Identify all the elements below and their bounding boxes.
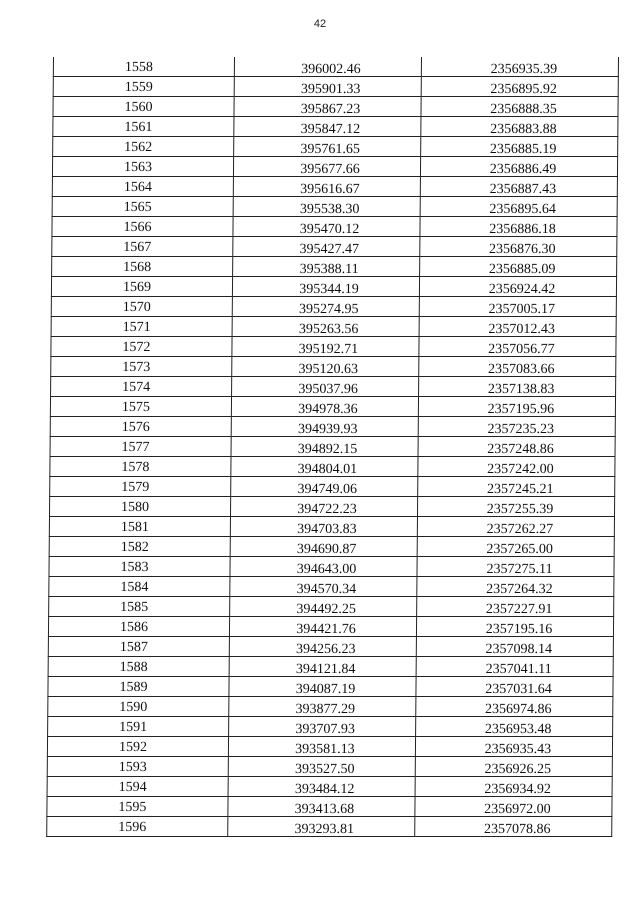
x-coordinate-value: 395847.12 bbox=[300, 122, 361, 137]
point-number-value: 1592 bbox=[118, 740, 148, 755]
y-coordinate-value: 2356883.88 bbox=[490, 122, 557, 137]
x-coordinate-value: 394087.19 bbox=[295, 682, 356, 697]
y-coordinate-cell bbox=[421, 97, 618, 117]
y-coordinate-value: 2357138.83 bbox=[487, 382, 555, 397]
point-number-value: 1582 bbox=[120, 540, 149, 555]
x-coordinate-value: 394256.23 bbox=[296, 642, 356, 657]
x-coordinate-value: 394421.76 bbox=[296, 622, 356, 637]
y-coordinate-value: 2357262.27 bbox=[486, 522, 554, 537]
x-coordinate-value: 394892.15 bbox=[297, 442, 358, 457]
point-number-cell bbox=[52, 217, 233, 237]
x-coordinate-value: 396002.46 bbox=[301, 62, 361, 77]
y-coordinate-cell bbox=[420, 157, 617, 177]
y-coordinate-value: 2357083.66 bbox=[487, 362, 555, 377]
point-number-value: 1591 bbox=[119, 720, 148, 735]
point-number-value: 1577 bbox=[121, 440, 150, 455]
x-coordinate-value: 395427.47 bbox=[299, 242, 360, 257]
y-coordinate-cell bbox=[419, 277, 616, 297]
x-coordinate-cell bbox=[232, 337, 419, 357]
x-coordinate-value: 395274.95 bbox=[298, 302, 359, 317]
y-coordinate-value: 2357098.14 bbox=[485, 642, 553, 657]
y-coordinate-value: 2356895.92 bbox=[490, 82, 558, 97]
y-coordinate-value: 2356934.92 bbox=[484, 782, 551, 797]
table-row bbox=[52, 157, 617, 177]
x-coordinate-cell bbox=[230, 497, 417, 517]
y-coordinate-cell bbox=[419, 357, 616, 377]
y-coordinate-cell bbox=[417, 577, 614, 597]
x-coordinate-cell bbox=[231, 397, 418, 417]
y-coordinate-cell bbox=[415, 757, 612, 777]
table-row bbox=[47, 777, 612, 797]
y-coordinate-cell bbox=[419, 377, 616, 397]
table-row bbox=[52, 257, 617, 277]
table-row bbox=[48, 677, 613, 697]
table-row bbox=[50, 477, 615, 497]
y-coordinate-cell bbox=[420, 237, 617, 257]
table-row bbox=[51, 357, 616, 377]
point-number-cell bbox=[53, 57, 234, 77]
x-coordinate-value: 395761.65 bbox=[300, 142, 361, 157]
x-coordinate-value: 394570.34 bbox=[296, 582, 357, 597]
y-coordinate-cell bbox=[420, 177, 617, 197]
point-number-value: 1573 bbox=[122, 360, 151, 375]
x-coordinate-value: 395344.19 bbox=[299, 282, 359, 297]
x-coordinate-cell bbox=[234, 97, 421, 117]
table-row bbox=[50, 417, 615, 437]
point-number-value: 1578 bbox=[121, 460, 150, 475]
y-coordinate-cell bbox=[419, 317, 616, 337]
y-coordinate-cell bbox=[421, 57, 618, 77]
y-coordinate-value: 2356885.19 bbox=[489, 142, 557, 157]
x-coordinate-cell bbox=[228, 757, 415, 777]
table-row bbox=[48, 617, 613, 637]
x-coordinate-cell bbox=[232, 277, 419, 297]
point-number-value: 1579 bbox=[121, 480, 150, 495]
point-number-value: 1571 bbox=[122, 320, 151, 335]
y-coordinate-cell bbox=[416, 617, 613, 637]
x-coordinate-value: 394749.06 bbox=[297, 482, 358, 497]
x-coordinate-value: 394121.84 bbox=[295, 662, 356, 677]
y-coordinate-value: 2357245.21 bbox=[486, 482, 554, 497]
y-coordinate-cell bbox=[421, 117, 618, 137]
x-coordinate-value: 394492.25 bbox=[296, 602, 356, 617]
table-row bbox=[49, 557, 614, 577]
x-coordinate-value: 395388.11 bbox=[299, 262, 359, 277]
y-coordinate-value: 2357235.23 bbox=[487, 422, 555, 437]
x-coordinate-value: 394939.93 bbox=[297, 422, 358, 437]
x-coordinate-value: 395901.33 bbox=[300, 82, 361, 97]
table-row bbox=[53, 117, 618, 137]
y-coordinate-cell bbox=[420, 217, 617, 237]
point-number-value: 1585 bbox=[120, 600, 149, 615]
x-coordinate-value: 394804.01 bbox=[297, 462, 358, 477]
y-coordinate-cell bbox=[418, 437, 615, 457]
table-row bbox=[48, 657, 613, 677]
point-number-cell bbox=[49, 537, 230, 557]
point-number-value: 1560 bbox=[124, 100, 153, 115]
x-coordinate-cell bbox=[231, 437, 418, 457]
point-number-value: 1588 bbox=[119, 660, 148, 675]
point-number-value: 1564 bbox=[123, 180, 152, 195]
x-coordinate-cell bbox=[233, 197, 420, 217]
y-coordinate-value: 2357005.17 bbox=[488, 302, 556, 317]
x-coordinate-value: 393484.12 bbox=[294, 782, 355, 797]
y-coordinate-value: 2356935.39 bbox=[490, 62, 558, 77]
point-number-cell bbox=[53, 77, 234, 97]
point-number-value: 1587 bbox=[119, 640, 148, 655]
point-number-cell bbox=[51, 377, 232, 397]
y-coordinate-value: 2357264.32 bbox=[486, 582, 553, 597]
x-coordinate-cell bbox=[230, 577, 417, 597]
point-number-value: 1590 bbox=[119, 700, 148, 715]
table-row bbox=[47, 797, 612, 817]
point-number-cell bbox=[47, 817, 228, 837]
y-coordinate-value: 2357255.39 bbox=[486, 502, 554, 517]
y-coordinate-value: 2356876.30 bbox=[489, 242, 556, 257]
x-coordinate-cell bbox=[233, 257, 420, 277]
coordinates-table bbox=[46, 57, 619, 837]
table-row bbox=[53, 97, 618, 117]
x-coordinate-cell bbox=[228, 817, 415, 837]
y-coordinate-cell bbox=[418, 457, 615, 477]
x-coordinate-value: 395867.23 bbox=[300, 102, 361, 117]
table-row bbox=[47, 817, 612, 837]
x-coordinate-cell bbox=[234, 57, 421, 77]
y-coordinate-cell bbox=[417, 497, 614, 517]
x-coordinate-cell bbox=[230, 537, 417, 557]
x-coordinate-cell bbox=[230, 597, 417, 617]
point-number-cell bbox=[53, 137, 234, 157]
point-number-cell bbox=[47, 777, 228, 797]
x-coordinate-cell bbox=[232, 357, 419, 377]
x-coordinate-value: 394722.23 bbox=[297, 502, 357, 517]
x-coordinate-cell bbox=[228, 797, 415, 817]
point-number-value: 1562 bbox=[124, 140, 153, 155]
x-coordinate-cell bbox=[229, 657, 416, 677]
point-number-cell bbox=[50, 477, 231, 497]
x-coordinate-cell bbox=[232, 297, 419, 317]
x-coordinate-value: 393293.81 bbox=[294, 822, 355, 837]
point-number-cell bbox=[49, 497, 230, 517]
point-number-cell bbox=[51, 297, 232, 317]
page-number: 42 bbox=[313, 18, 327, 30]
table-row bbox=[49, 577, 614, 597]
point-number-cell bbox=[51, 277, 232, 297]
point-number-cell bbox=[49, 557, 230, 577]
point-number-cell bbox=[53, 117, 234, 137]
x-coordinate-value: 393877.29 bbox=[295, 702, 356, 717]
point-number-cell bbox=[53, 97, 234, 117]
x-coordinate-cell bbox=[231, 477, 418, 497]
y-coordinate-cell bbox=[417, 597, 614, 617]
table-row bbox=[51, 317, 616, 337]
table-row bbox=[52, 217, 617, 237]
table-row bbox=[53, 77, 618, 97]
table-row bbox=[49, 597, 614, 617]
table-row bbox=[50, 437, 615, 457]
point-number-value: 1566 bbox=[123, 220, 152, 235]
point-number-value: 1580 bbox=[121, 500, 150, 515]
point-number-value: 1572 bbox=[122, 340, 151, 355]
x-coordinate-cell bbox=[231, 457, 418, 477]
x-coordinate-cell bbox=[229, 677, 416, 697]
x-coordinate-cell bbox=[234, 77, 421, 97]
y-coordinate-cell bbox=[418, 397, 615, 417]
y-coordinate-value: 2356888.35 bbox=[490, 102, 557, 117]
point-number-value: 1584 bbox=[120, 580, 149, 595]
point-number-value: 1576 bbox=[121, 420, 150, 435]
table-row bbox=[50, 397, 615, 417]
y-coordinate-value: 2356886.18 bbox=[489, 222, 556, 237]
table-row bbox=[51, 297, 616, 317]
y-coordinate-value: 2357078.86 bbox=[483, 822, 551, 837]
point-number-cell bbox=[48, 617, 229, 637]
y-coordinate-value: 2356924.42 bbox=[488, 282, 556, 297]
point-number-cell bbox=[48, 697, 229, 717]
table-row bbox=[47, 737, 612, 757]
table-row bbox=[49, 537, 614, 557]
x-coordinate-cell bbox=[228, 737, 415, 757]
x-coordinate-cell bbox=[234, 117, 421, 137]
point-number-value: 1596 bbox=[118, 820, 147, 835]
y-coordinate-value: 2357041.11 bbox=[485, 662, 552, 677]
table-row bbox=[48, 717, 613, 737]
y-coordinate-cell bbox=[419, 297, 616, 317]
x-coordinate-value: 395616.67 bbox=[300, 182, 360, 197]
table-row bbox=[53, 137, 618, 157]
x-coordinate-cell bbox=[229, 617, 416, 637]
x-coordinate-value: 394703.83 bbox=[297, 522, 357, 537]
x-coordinate-cell bbox=[231, 417, 418, 437]
point-number-cell bbox=[51, 357, 232, 377]
point-number-cell bbox=[47, 797, 228, 817]
x-coordinate-cell bbox=[234, 137, 421, 157]
x-coordinate-value: 394690.87 bbox=[296, 542, 357, 557]
x-coordinate-value: 393527.50 bbox=[294, 762, 355, 777]
point-number-value: 1593 bbox=[118, 760, 147, 775]
y-coordinate-cell bbox=[420, 197, 617, 217]
x-coordinate-cell bbox=[229, 717, 416, 737]
x-coordinate-value: 394978.36 bbox=[298, 402, 358, 417]
y-coordinate-value: 2357265.00 bbox=[486, 542, 554, 557]
y-coordinate-cell bbox=[418, 417, 615, 437]
x-coordinate-value: 393581.13 bbox=[295, 742, 355, 757]
y-coordinate-cell bbox=[419, 337, 616, 357]
point-number-cell bbox=[52, 177, 233, 197]
table-row bbox=[48, 637, 613, 657]
y-coordinate-value: 2357056.77 bbox=[488, 342, 555, 357]
x-coordinate-value: 395470.12 bbox=[299, 222, 360, 237]
y-coordinate-value: 2357195.96 bbox=[487, 402, 555, 417]
point-number-cell bbox=[52, 257, 233, 277]
y-coordinate-cell bbox=[415, 737, 612, 757]
point-number-cell bbox=[47, 757, 228, 777]
point-number-value: 1565 bbox=[123, 200, 152, 215]
y-coordinate-cell bbox=[418, 477, 615, 497]
table-row bbox=[52, 177, 617, 197]
y-coordinate-cell bbox=[415, 777, 612, 797]
point-number-value: 1595 bbox=[118, 800, 147, 815]
x-coordinate-cell bbox=[230, 517, 417, 537]
y-coordinate-value: 2356935.43 bbox=[484, 742, 552, 757]
x-coordinate-cell bbox=[232, 377, 419, 397]
y-coordinate-cell bbox=[420, 257, 617, 277]
point-number-value: 1558 bbox=[124, 60, 153, 75]
x-coordinate-value: 395538.30 bbox=[299, 202, 360, 217]
coordinates-table-body bbox=[47, 57, 619, 837]
table-row bbox=[48, 697, 613, 717]
y-coordinate-value: 2357242.00 bbox=[487, 462, 554, 477]
point-number-value: 1563 bbox=[123, 160, 153, 175]
point-number-value: 1581 bbox=[120, 520, 149, 535]
x-coordinate-cell bbox=[228, 777, 415, 797]
y-coordinate-value: 2356926.25 bbox=[484, 762, 552, 777]
x-coordinate-cell bbox=[229, 697, 416, 717]
y-coordinate-cell bbox=[416, 677, 613, 697]
point-number-value: 1569 bbox=[122, 280, 152, 295]
coordinates-table-container bbox=[46, 57, 591, 837]
point-number-value: 1561 bbox=[124, 120, 153, 135]
y-coordinate-cell bbox=[417, 517, 614, 537]
x-coordinate-value: 393413.68 bbox=[294, 802, 355, 817]
point-number-value: 1589 bbox=[119, 680, 148, 695]
y-coordinate-value: 2356972.00 bbox=[484, 802, 551, 817]
point-number-value: 1559 bbox=[124, 80, 153, 95]
x-coordinate-value: 395677.66 bbox=[300, 162, 360, 177]
point-number-cell bbox=[49, 517, 230, 537]
y-coordinate-value: 2357195.16 bbox=[485, 622, 553, 637]
y-coordinate-value: 2356885.09 bbox=[488, 262, 556, 277]
point-number-value: 1568 bbox=[123, 260, 152, 275]
x-coordinate-value: 393707.93 bbox=[295, 722, 355, 737]
x-coordinate-cell bbox=[230, 557, 417, 577]
x-coordinate-cell bbox=[229, 637, 416, 657]
y-coordinate-value: 2357227.91 bbox=[485, 602, 553, 617]
x-coordinate-value: 395120.63 bbox=[298, 362, 359, 377]
table-row bbox=[53, 57, 618, 77]
table-row bbox=[49, 497, 614, 517]
point-number-value: 1567 bbox=[123, 240, 152, 255]
point-number-cell bbox=[51, 317, 232, 337]
y-coordinate-cell bbox=[416, 717, 613, 737]
table-row bbox=[51, 277, 616, 297]
x-coordinate-value: 394643.00 bbox=[296, 562, 357, 577]
y-coordinate-value: 2357031.64 bbox=[485, 682, 552, 697]
y-coordinate-value: 2356895.64 bbox=[489, 202, 556, 217]
point-number-cell bbox=[48, 637, 229, 657]
point-number-cell bbox=[51, 337, 232, 357]
point-number-cell bbox=[49, 597, 230, 617]
x-coordinate-value: 395037.96 bbox=[298, 382, 358, 397]
y-coordinate-cell bbox=[417, 537, 614, 557]
x-coordinate-cell bbox=[233, 157, 420, 177]
table-row bbox=[49, 517, 614, 537]
point-number-cell bbox=[52, 237, 233, 257]
point-number-value: 1594 bbox=[118, 780, 147, 795]
x-coordinate-value: 395192.71 bbox=[298, 342, 359, 357]
point-number-cell bbox=[52, 197, 233, 217]
x-coordinate-cell bbox=[233, 237, 420, 257]
point-number-cell bbox=[48, 677, 229, 697]
y-coordinate-value: 2357248.86 bbox=[487, 442, 554, 457]
y-coordinate-value: 2357275.11 bbox=[486, 562, 553, 577]
y-coordinate-cell bbox=[415, 817, 612, 837]
x-coordinate-cell bbox=[233, 177, 420, 197]
table-row bbox=[51, 337, 616, 357]
point-number-value: 1570 bbox=[122, 300, 151, 315]
x-coordinate-value: 395263.56 bbox=[298, 322, 359, 337]
x-coordinate-cell bbox=[232, 317, 419, 337]
y-coordinate-cell bbox=[416, 657, 613, 677]
point-number-cell bbox=[50, 437, 231, 457]
point-number-cell bbox=[49, 577, 230, 597]
y-coordinate-cell bbox=[421, 137, 618, 157]
point-number-cell bbox=[50, 457, 231, 477]
point-number-cell bbox=[50, 397, 231, 417]
table-row bbox=[52, 237, 617, 257]
y-coordinate-value: 2356953.48 bbox=[484, 722, 552, 737]
point-number-cell bbox=[47, 737, 228, 757]
y-coordinate-value: 2356974.86 bbox=[484, 702, 552, 717]
table-row bbox=[50, 457, 615, 477]
point-number-value: 1586 bbox=[119, 620, 149, 635]
y-coordinate-cell bbox=[416, 637, 613, 657]
y-coordinate-value: 2356886.49 bbox=[489, 162, 557, 177]
y-coordinate-cell bbox=[417, 557, 614, 577]
point-number-cell bbox=[52, 157, 233, 177]
table-row bbox=[51, 377, 616, 397]
point-number-value: 1574 bbox=[122, 380, 151, 395]
point-number-value: 1575 bbox=[121, 400, 151, 415]
point-number-cell bbox=[48, 717, 229, 737]
y-coordinate-cell bbox=[421, 77, 618, 97]
y-coordinate-value: 2356887.43 bbox=[489, 182, 557, 197]
y-coordinate-value: 2357012.43 bbox=[488, 322, 555, 337]
point-number-value: 1583 bbox=[120, 560, 149, 575]
x-coordinate-cell bbox=[233, 217, 420, 237]
y-coordinate-cell bbox=[416, 697, 613, 717]
point-number-cell bbox=[50, 417, 231, 437]
table-row bbox=[47, 757, 612, 777]
point-number-cell bbox=[48, 657, 229, 677]
table-row bbox=[52, 197, 617, 217]
y-coordinate-cell bbox=[415, 797, 612, 817]
